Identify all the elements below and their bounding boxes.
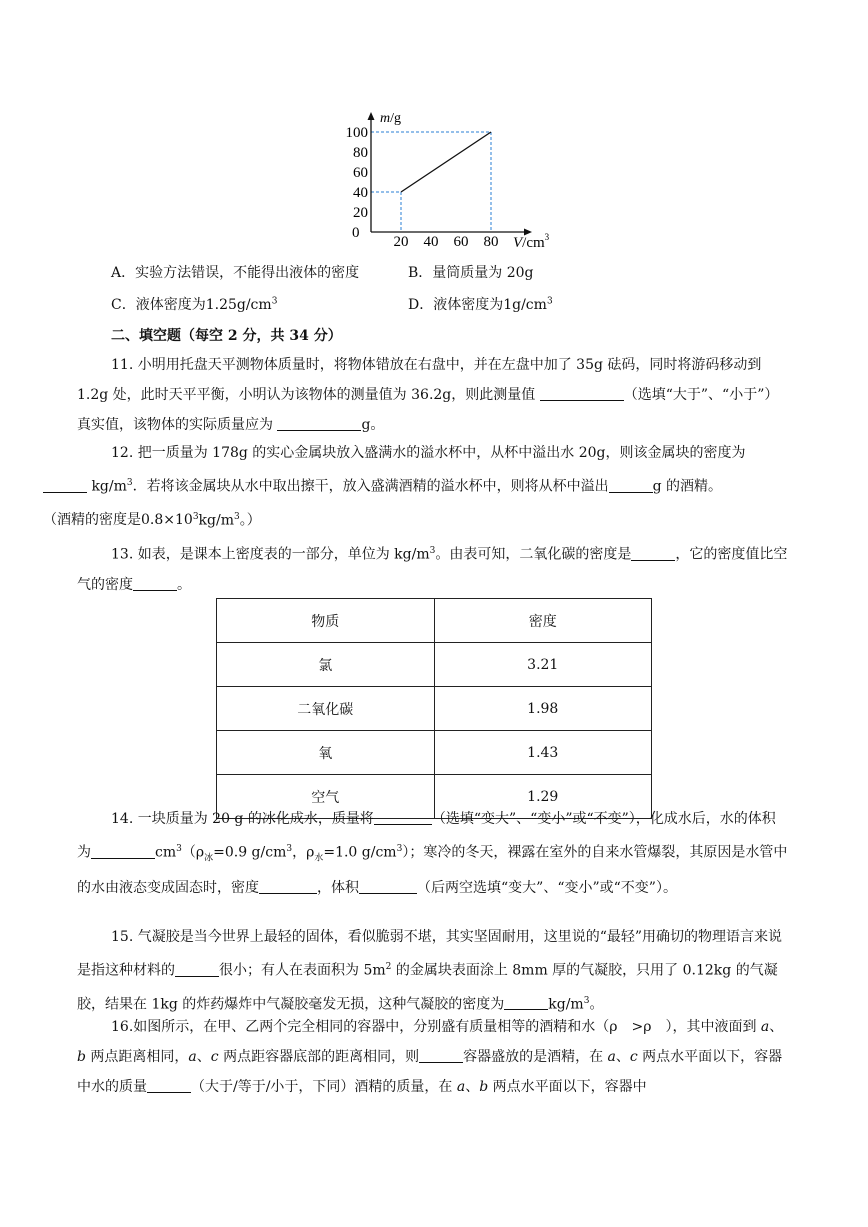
table-cell: 1.43 (434, 731, 652, 775)
table-header-row (217, 599, 652, 643)
mass-volume-graph (330, 100, 570, 252)
y-axis-arrow (368, 112, 375, 120)
x-tick-label: 20 (393, 234, 409, 250)
y-tick-label: 100 (345, 125, 368, 141)
option-b: B．量筒质量为 20g (408, 265, 534, 281)
question-15: 15. 气凝胶是当今世界上最轻的固体，看似脆弱不堪，其实坚固耐用，这里说的“最轻”用确切的物理语言来说是指这种材料的 很小；有人在表面积为 $5m^2$ 的金属块表面涂上 8mm 厚的气凝胶，只用了 0.12kg 的气凝胶，结果在 1kg 的炸药爆炸中气凝胶毫发无损，这种气凝胶的密度为 $kg/m^3$。 (77, 929, 783, 1013)
question-16: 16.如图所示，在甲、乙两个完全相同的容器中，分别盛有质量相等的酒精和水（ρ >ρ ），其中液面到 a、b 两点距离相同，a、c 两点距容器底部的距离相同，则 容器盛放的是酒精，在 a、c 两点水平面以下，容器中水的质量 （大于/等于/小于，下同）酒精的质量，在 a、b 两点水平面以下，容器中 (77, 1019, 784, 1095)
y-tick-label: 60 (353, 165, 368, 181)
table-row (217, 687, 652, 731)
q13-blank-2[interactable] (133, 576, 177, 591)
section-title: 二、填空题（每空 2 分，共 34 分） (111, 328, 342, 344)
q13-blank-1[interactable] (631, 546, 675, 561)
q15-blank-2[interactable] (504, 995, 548, 1010)
q15-blank-1[interactable] (175, 962, 219, 977)
q14-blank-4[interactable] (359, 879, 417, 894)
option-c: C．液体密度为$1.25g/cm^3$ (111, 296, 278, 313)
q16-blank-2[interactable] (147, 1078, 191, 1093)
q11-blank-2[interactable] (277, 416, 361, 431)
table-cell: 氯 (217, 643, 435, 687)
option-d: D．液体密度为$1g/cm^3$ (408, 296, 553, 313)
table-cell: 空气 (217, 775, 435, 819)
q14-blank-3[interactable] (259, 879, 317, 894)
y-tick-label: 20 (353, 205, 368, 221)
option-a: A．实验方法错误，不能得出液体的密度 (111, 265, 360, 281)
table-cell: 1.29 (434, 775, 652, 819)
question-13: 13. 如表，是课本上密度表的一部分，单位为 $kg/m^3$。由表可知，二氧化碳的密度是 ，它的密度值比空气的密度 。 (77, 546, 788, 593)
table-cell: 1.98 (434, 687, 652, 731)
table-row (217, 643, 652, 687)
table-header-substance: 物质 (217, 599, 435, 643)
y-tick-label: 80 (353, 145, 368, 161)
table-cell: 氧 (217, 731, 435, 775)
x-tick-label: 80 (483, 234, 499, 250)
x-tick-label: 40 (423, 234, 439, 250)
table-header-density: 密度 (434, 599, 652, 643)
x-axis-label: $V/cm^3$ (513, 232, 550, 251)
q12-blank-1[interactable] (43, 478, 87, 493)
question-14: 14. 一块质量为 20 g 的冰化成水，质量将 （选填“变大”、“变小”或“不变”），化成水后，水的体积为 $cm^3(\rho_冰=0.9$ $g/cm^3$，$\rho_水=1.0$ $g/cm^3$）；寒冷的冬天，裸露在室外的自来水管爆裂，其原因是水管中的水由液态变成固态时，密度 ，体积 （后两空选填“变大”、“变小”或“不变”）。 (77, 811, 788, 897)
q16-blank-1[interactable] (419, 1048, 463, 1063)
q14-blank-2[interactable] (91, 844, 155, 859)
y-axis-label: m/g (380, 111, 402, 126)
q12-blank-2[interactable] (609, 478, 653, 493)
data-line (401, 132, 491, 192)
question-11: 11. 小明用托盘天平测物体质量时，将物体错放在右盘中，并在左盘中加了 35g 砝码，同时将游码移动到 1.2g 处，此时天平平衡，小明认为该物体的测量值为 36.2g，则此测量值 （选填“大于”、“小于”）真实值，该物体的实际质量应为 g。 (77, 357, 779, 433)
q11-blank-1[interactable] (540, 386, 624, 401)
y-tick-label: 40 (353, 185, 368, 201)
q14-blank-1[interactable] (374, 810, 432, 825)
x-tick-label: 60 (453, 234, 469, 250)
origin-label: 0 (352, 225, 360, 241)
table-cell: 二氧化碳 (217, 687, 435, 731)
density-table (216, 598, 652, 819)
table-row (217, 731, 652, 775)
table-cell: 3.21 (434, 643, 652, 687)
question-12: 12. 把一质量为 178g 的实心金属块放入盛满水的溢水杯中，从杯中溢出水 20g，则该金属块的密度为 $kg/m^3$．若将该金属块从水中取出擦干，放入盛满酒精的溢水杯中，则将从杯中溢出 g 的酒精。 （酒精的密度是$0.8\times 10^3kg/m^3$。） (43, 445, 746, 529)
